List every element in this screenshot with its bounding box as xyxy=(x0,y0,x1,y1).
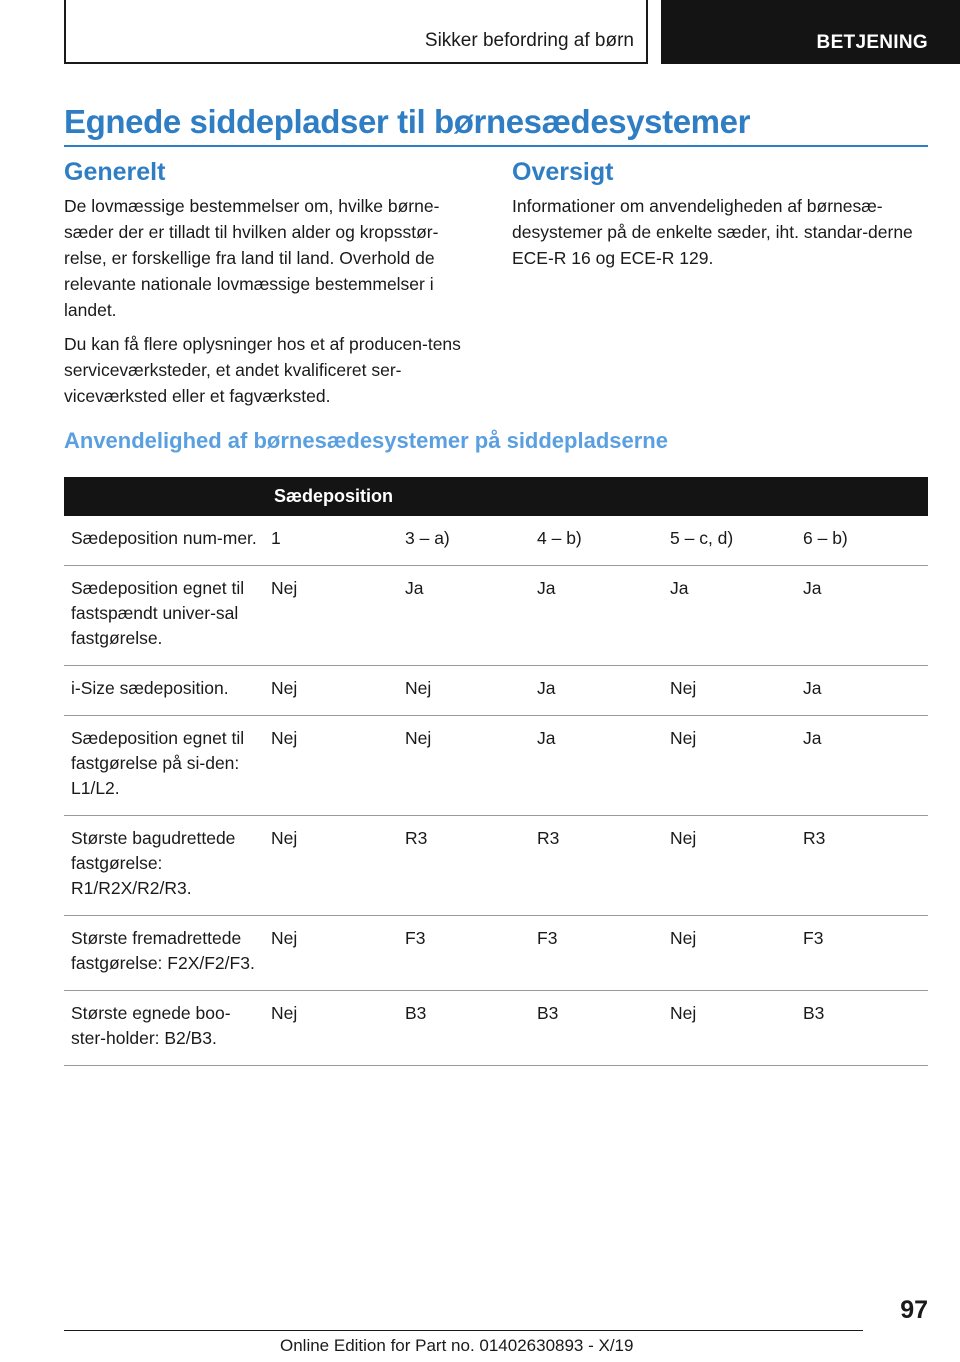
table-header-blank xyxy=(64,477,264,516)
title-divider xyxy=(64,145,928,147)
table-cell: Ja xyxy=(530,566,663,666)
table-cell: Ja xyxy=(796,716,928,816)
table-cell: R3 xyxy=(530,816,663,916)
table-cell: B3 xyxy=(398,991,530,1066)
table-cell: 3 – a) xyxy=(398,516,530,566)
table-cell: Nej xyxy=(264,916,398,991)
table-cell: Nej xyxy=(663,666,796,716)
table-cell: Nej xyxy=(264,666,398,716)
row-label: Sædeposition egnet til fastspændt univer-sal fastgørelse. xyxy=(64,566,264,666)
table-cell: Ja xyxy=(796,566,928,666)
footer-divider xyxy=(64,1330,863,1331)
general-section xyxy=(64,158,476,417)
table-cell: Ja xyxy=(796,666,928,716)
page-number: 97 xyxy=(900,1296,928,1324)
general-heading: Generelt xyxy=(64,158,166,186)
table-cell: 1 xyxy=(264,516,398,566)
table-cell: Ja xyxy=(398,566,530,666)
chapter-title: BETJENING xyxy=(816,32,928,53)
table-cell: Nej xyxy=(398,716,530,816)
table-cell: B3 xyxy=(796,991,928,1066)
general-paragraph: Du kan få flere oplysninger hos et af producen-tens serviceværksteder, et andet kvalificeret ser-viceværksted eller et fagværksted. xyxy=(64,334,461,406)
overview-section xyxy=(512,158,924,279)
section-header-box xyxy=(64,0,648,64)
table-cell: F3 xyxy=(796,916,928,991)
table-cell: Ja xyxy=(530,666,663,716)
row-label: Største bagudrettede fastgørelse: R1/R2X/R2/R3. xyxy=(64,816,264,916)
table-cell: Ja xyxy=(663,566,796,666)
table-cell: Nej xyxy=(663,916,796,991)
table-row xyxy=(64,816,928,916)
table-cell: Nej xyxy=(264,716,398,816)
page-title: Egnede siddepladser til børnesædesystemer xyxy=(64,103,751,140)
section-title: Sikker befordring af børn xyxy=(424,30,634,51)
table-cell: Nej xyxy=(663,716,796,816)
table-cell: 5 – c, d) xyxy=(663,516,796,566)
overview-paragraph: Informationer om anvendeligheden af børnesæ-desystemer på de enkelte sæder, iht. standar-derne ECE-R 16 og ECE-R 129. xyxy=(512,196,913,268)
table-cell: Nej xyxy=(264,991,398,1066)
table-cell: Nej xyxy=(663,991,796,1066)
general-paragraph: De lovmæssige bestemmelser om, hvilke børne-sæder der er tilladt til hvilken alder og kropsstør-relse, er forskellige fra land til land. Overhold de relevante nationale lovmæssige bestemmelser i landet. xyxy=(64,196,440,320)
row-label: Sædeposition num-mer. xyxy=(64,516,264,566)
seat-applicability-table xyxy=(64,477,928,1066)
table-header-row xyxy=(64,477,928,516)
row-label: Sædeposition egnet til fastgørelse på si-den: L1/L2. xyxy=(64,716,264,816)
table-cell: F3 xyxy=(530,916,663,991)
table-cell: 4 – b) xyxy=(530,516,663,566)
table-row xyxy=(64,991,928,1066)
table-title: Anvendelighed af børnesædesystemer på siddepladserne xyxy=(64,428,668,453)
table-header-seat-position: Sædeposition xyxy=(264,477,928,516)
table-cell: R3 xyxy=(796,816,928,916)
table-cell: Ja xyxy=(530,716,663,816)
table-row xyxy=(64,716,928,816)
table-row xyxy=(64,666,928,716)
table-cell: Nej xyxy=(264,816,398,916)
row-label: Største fremadrettede fastgørelse: F2X/F2/F3. xyxy=(64,916,264,991)
overview-heading: Oversigt xyxy=(512,158,614,186)
row-label: Største egnede boo-ster-holder: B2/B3. xyxy=(64,991,264,1066)
table-cell: F3 xyxy=(398,916,530,991)
table-row xyxy=(64,516,928,566)
table-cell: Nej xyxy=(663,816,796,916)
table-cell: 6 – b) xyxy=(796,516,928,566)
table-cell: B3 xyxy=(530,991,663,1066)
table-row xyxy=(64,916,928,991)
row-label: i-Size sædeposition. xyxy=(64,666,264,716)
table-cell: R3 xyxy=(398,816,530,916)
table-cell: Nej xyxy=(398,666,530,716)
chapter-tab xyxy=(661,0,960,64)
edition-note: Online Edition for Part no. 01402630893 - X/19 xyxy=(280,1336,634,1355)
table-row xyxy=(64,566,928,666)
table-cell: Nej xyxy=(264,566,398,666)
